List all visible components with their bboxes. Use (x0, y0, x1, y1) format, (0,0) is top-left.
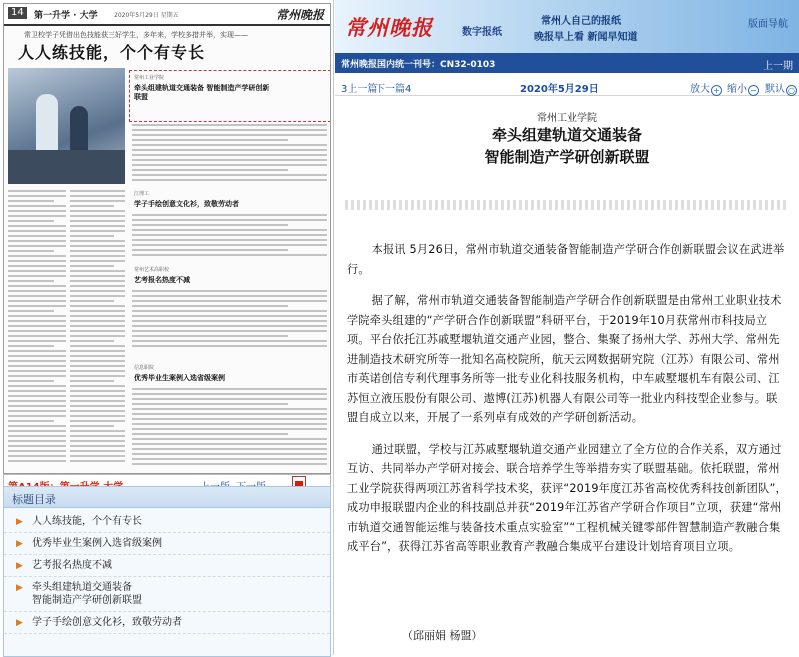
digital-edition-label: 数字报纸 (462, 27, 502, 38)
paper-box-kicker: 江理工 (134, 191, 150, 197)
zoom-in-label[interactable]: 放大 (690, 84, 710, 95)
toc-item-label[interactable]: 牵头组建轨道交通装备 智能制造产学研创新联盟 (32, 582, 142, 606)
newspaper-page-image[interactable] (3, 3, 331, 474)
arrow-icon: ▶ (16, 583, 23, 593)
toc-item[interactable] (4, 577, 330, 612)
article-paragraph: 本报讯 5月26日，常州市轨道交通装备智能制造产学研合作创新联盟会议在武进举行。 (347, 243, 785, 276)
zoom-out-icon[interactable]: − (748, 85, 759, 96)
toc-title: 标题目录 (12, 493, 56, 506)
article-byline: （邱丽娟 杨盟） (402, 629, 483, 642)
toc-item-label[interactable]: 学子手绘创意文化衫，致敬劳动者 (32, 617, 182, 628)
article-body (347, 240, 788, 569)
article-title-line-1: 牵头组建轨道交通装备 (491, 126, 642, 144)
toc-list (4, 511, 330, 634)
toc-item[interactable] (4, 533, 330, 555)
article-kicker: 常州工业学院 (537, 113, 597, 124)
toc-item-label[interactable]: 人人练技能，个个有专长 (32, 516, 142, 527)
issn-text: 常州晚报国内统一刊号：CN32-0103 (341, 60, 496, 70)
paper-photo (8, 68, 125, 184)
zoom-in-button[interactable] (690, 80, 722, 96)
reset-icon[interactable]: ○ (786, 85, 797, 96)
page-thumbnail-panel (0, 0, 334, 655)
article-panel (335, 0, 799, 655)
next-article-link[interactable]: 下一篇4 (375, 84, 412, 95)
paper-date: 2020年5月29日 星期五 (114, 12, 179, 19)
headline-directory (3, 486, 331, 657)
article-content (335, 96, 799, 655)
divider (345, 200, 789, 210)
site-banner (335, 0, 799, 53)
toc-item[interactable] (4, 511, 330, 533)
toc-item[interactable] (4, 555, 330, 577)
toc-item-label[interactable]: 艺考报名热度不减 (32, 560, 112, 571)
arrow-icon: ▶ (16, 618, 23, 628)
paper-box-title[interactable]: 学子手绘创意文化衫，致敬劳动者 (134, 200, 239, 208)
toc-header (4, 487, 330, 508)
paper-text-block (132, 214, 327, 260)
paper-text-block (132, 388, 327, 468)
previous-article-link[interactable]: 3上一篇 (341, 84, 378, 95)
paper-page-number: 14 (8, 7, 27, 19)
paper-text-block (132, 290, 327, 352)
zoom-out-button[interactable] (727, 80, 759, 96)
publication-date: 2020年5月29日 (520, 84, 599, 95)
toc-item-label[interactable]: 优秀毕业生案例入选省级案例 (32, 538, 162, 549)
slogan-line-2: 晚报早上看 新闻早知道 (534, 32, 638, 43)
paper-box-kicker: 常州工业学院 (134, 75, 165, 81)
arrow-icon: ▶ (16, 539, 23, 549)
paper-box-title[interactable]: 艺考报名热度不减 (134, 276, 190, 284)
article-paragraph: 据了解，常州市轨道交通装备智能制造产学研合作创新联盟是由常州工业职业技术学院牵头组建的“产学研合作创新联盟”科研平台，于2019年10月获常州市科技局立项。平台依托江苏戚墅堰轨道交通产业园，整合、集聚了扬州大学、苏州大学、常州先进制造技术研究所等一批知名高校院所，航天云网数据研究院（江苏）有限公司、常州市英诺创信专利代理事务所等一批专业化科技服务机构，中车戚墅堰机车有限公司、江苏恒立液压股份有限公司、遨博(江苏)机器人有限公司等一批业内科技型企业参与。联盟自成立以来，开展了一系列卓有成效的产学研创新活动。 (347, 294, 782, 424)
zoom-out-label[interactable]: 缩小 (727, 84, 747, 95)
article-paragraph: 通过联盟，学校与江苏戚墅堰轨道交通产业园建立了全方位的合作关系，双方通过互访、共同举办产学研对接会、联合培养学生等举措夯实了联盟基础。依托联盟，常州工业学院获得两项江苏省科学技术奖，获评“2019年度江苏省高校优秀科技创新团队”，成功申报联盟内企业的科技副总并获“2019年江苏省产学研合作项目”立项，获建“常州市轨道交通智能运维与装备技术重点实验室”“工程机械关键零部件智慧制造产教融合集成平台”，获得江苏省高等职业教育产教融合集成平台建设计划培育项目立项。 (347, 442, 787, 553)
slogan-line-1: 常州人自己的报纸 (541, 16, 621, 27)
default-size-button[interactable] (765, 80, 797, 96)
paper-headline[interactable]: 人人练技能，个个有专长 (18, 43, 206, 62)
article-title-line-2: 智能制造产学研创新联盟 (484, 148, 650, 166)
zoom-in-icon[interactable]: + (711, 85, 722, 96)
paper-box-title[interactable]: 优秀毕业生案例入选省级案例 (134, 374, 225, 382)
previous-issue-link[interactable]: 上一期 (763, 61, 793, 72)
toc-item[interactable] (4, 612, 330, 634)
paper-logo: 常州晚报 (275, 8, 324, 22)
site-logo[interactable]: 常州晚报 (345, 15, 433, 40)
paper-header (4, 4, 330, 26)
arrow-icon: ▶ (16, 561, 23, 571)
paper-box-kicker: 信息职院 (134, 365, 155, 371)
paper-section: 第一升学 · 大学 (34, 11, 98, 21)
issue-strip (335, 53, 799, 73)
paper-text-column (70, 190, 125, 465)
arrow-icon: ▶ (16, 517, 23, 527)
paper-box-kicker: 常州艺术高职校 (134, 267, 170, 273)
paper-text-block (132, 124, 327, 186)
paper-box-title[interactable]: 牵头组建轨道交通装备 智能制造产学研创新联盟 (134, 84, 270, 101)
page-navigation-link[interactable]: 版面导航 (748, 19, 788, 30)
paper-kicker: 常卫校学子凭借出色技能获三好学生，多年来，学校多措并举，实现—— (24, 31, 248, 39)
paper-text-column (8, 190, 66, 465)
article-toolbar (335, 77, 799, 96)
default-size-label[interactable]: 默认 (765, 84, 785, 95)
